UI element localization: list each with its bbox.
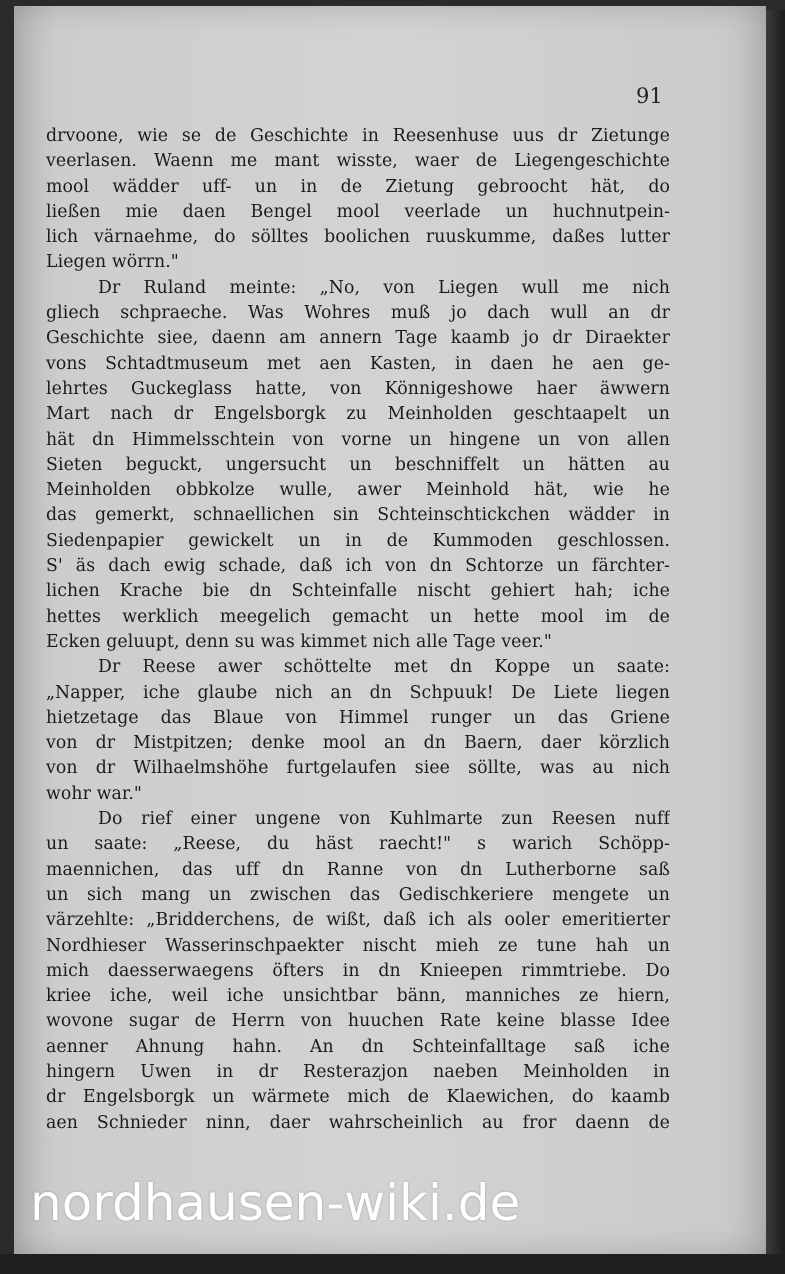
text-line: hingern Uwen in dr Resterazjon naeben Meinholden in — [46, 1061, 670, 1082]
text-line: wovone sugar de Herrn von huuchen Rate keine blasse Idee — [46, 1011, 670, 1032]
text-line: Liegen wörrn." — [46, 252, 179, 273]
text-line: Geschichte siee, daenn am annern Tage kaamb jo dr Diraekter — [46, 328, 670, 349]
text-line: un sich mang un zwischen das Gedischkeriere mengete un — [46, 884, 670, 905]
text-line: maennichen, das uff dn Ranne von dn Lutherborne saß — [46, 859, 670, 880]
text-line: drvoone, wie se de Geschichte in Reesenhuse uus dr Zietunge — [46, 126, 670, 146]
text-line: Meinholden obbkolze wulle, awer Meinhold hät, wie he — [46, 480, 670, 501]
text-line: von dr Mistpitzen; denke mool an dn Baern, daer körzlich — [46, 733, 670, 754]
text-line: vons Schtadtmuseum met aen Kasten, in daen he aen ge- — [46, 353, 670, 374]
bottom-edge — [0, 1254, 785, 1274]
page-number: 91 — [636, 84, 663, 108]
text-line: ließen mie daen Bengel mool veerlade un huchnutpein- — [46, 201, 670, 222]
text-line: Siedenpapier gewickelt un in de Kummoden geschlossen. — [46, 530, 670, 551]
text-line: Mart nach dr Engelsborgk zu Meinholden geschtaapelt un — [46, 404, 670, 425]
text-line: Do rief einer ungene von Kuhlmarte zun Reesen nuff — [98, 809, 670, 830]
text-line: hettes werklich meegelich gemacht un hette mool im de — [46, 606, 670, 627]
text-line: lichen Krache bie dn Schteinfalle nischt gehiert hah; iche — [46, 581, 670, 602]
text-line: lehrtes Guckeglass hatte, von Könnigeshowe haer äwwern — [46, 378, 670, 399]
text-line: das gemerkt, schnaellichen sin Schteinschtickchen wädder in — [46, 505, 670, 526]
text-line: hät dn Himmelsschtein von vorne un hingene un von allen — [46, 429, 670, 450]
text-line: lich värnaehme, do sölltes boolichen ruuskumme, daßes lutter — [46, 227, 670, 248]
body-text — [46, 124, 670, 1136]
text-line: kriee iche, weil iche unsichtbar bänn, manniches ze hiern, — [46, 986, 670, 1007]
text-line: un saate: „Reese, du häst raecht!" s warich Schöpp- — [46, 834, 670, 855]
text-line: wohr war." — [46, 783, 142, 804]
book-page — [14, 6, 766, 1254]
text-line: Dr Reese awer schöttelte met dn Koppe un saate: — [98, 657, 670, 678]
text-line: „Napper, iche glaube nich an dn Schpuuk! De Liete liegen — [46, 682, 670, 703]
text-line: Sieten beguckt, ungersucht un beschniffelt un hätten au — [46, 454, 670, 475]
text-line: aen Schnieder ninn, daer wahrscheinlich au fror daenn de — [46, 1112, 670, 1133]
text-line: gliech schpraeche. Was Wohres muß jo dach wull an dr — [46, 303, 670, 324]
text-line: hietzetage das Blaue von Himmel runger un das Griene — [46, 707, 670, 728]
text-line: mool wädder uff- un in de Zietung gebroocht hät, do — [46, 176, 670, 197]
text-line: mich daesserwaegens öfters in dn Knieepen rimmtriebe. Do — [46, 960, 670, 981]
text-line: S' äs dach ewig schade, daß ich von dn Schtorze un färchter- — [46, 556, 670, 577]
book-spine-edge — [766, 10, 785, 1260]
text-line: von dr Wilhaelmshöhe furtgelaufen siee söllte, was au nich — [46, 758, 670, 779]
text-line: Nordhieser Wasserinschpaekter nischt mieh ze tune hah un — [46, 935, 670, 956]
text-line: dr Engelsborgk un wärmete mich de Klaewichen, do kaamb — [46, 1087, 670, 1108]
text-line: veerlasen. Waenn me mant wisste, waer de Liegengeschichte — [46, 151, 670, 172]
text-line: aenner Ahnung hahn. An dn Schteinfalltage saß iche — [46, 1036, 670, 1057]
text-line: Dr Ruland meinte: „No, von Liegen wull me nich — [98, 277, 670, 298]
text-line: värzehlte: „Bridderchens, de wißt, daß ich als ooler emeritierter — [46, 910, 670, 931]
text-line: Ecken geluupt, denn su was kimmet nich alle Tage veer." — [46, 631, 552, 652]
watermark-text: nordhausen-wiki.de — [30, 1174, 521, 1232]
